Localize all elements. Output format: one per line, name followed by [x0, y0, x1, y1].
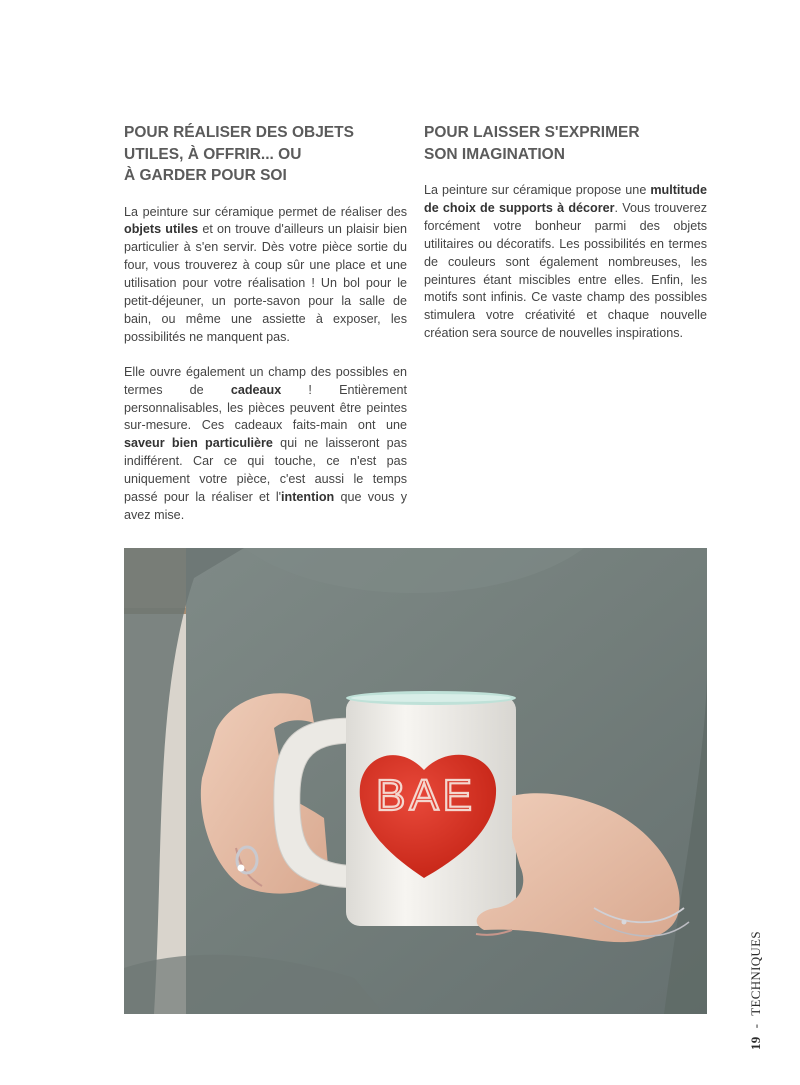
folio-separator: - — [748, 1023, 763, 1029]
text-run: La peinture sur céramique propose une — [424, 183, 651, 197]
left-heading — [124, 122, 407, 187]
left-paragraph-1 — [124, 204, 407, 347]
mug-illustration — [124, 548, 707, 1014]
bold-intention: intention — [281, 490, 335, 505]
page-number: 19 — [748, 1036, 763, 1050]
bold-cadeaux: cadeaux — [230, 382, 282, 397]
left-heading-line-3: À GARDER POUR SOI — [124, 167, 287, 184]
left-heading-line-2: UTILES, À OFFRIR... OU — [124, 145, 302, 163]
mug-text: BAE — [375, 771, 477, 820]
bold-multitude: multitude de choix de supports à décorer — [424, 183, 707, 215]
text-run: qui ne laisseront pas indifférent. Car ce qui touche, ce n'est pas uniquement votre pièce, c'est aussi le temps passé pour la réaliser et l' — [124, 436, 407, 505]
right-heading-line-2: SON IMAGINATION — [424, 145, 565, 163]
right-paragraph-1 — [424, 182, 707, 343]
text-run: et on trouve d'ailleurs un plaisir bien particulier à s'en servir. Dès votre pièce sortie du four, vous trouverez à coup sûr une place et une utilisation pour votre réalisation ! Un bol pour le petit-déjeuner, un porte-savon pour la salle de bain, ou même une assiette à exposer, les possibilités ne manquent pas. — [124, 222, 407, 344]
left-heading-line-1: POUR RÉALISER DES OBJETS — [124, 124, 354, 141]
right-heading-line-1: POUR LAISSER S'EXPRIMER — [424, 124, 640, 141]
bold-saveur: saveur bien particulière — [124, 436, 273, 451]
right-column — [424, 122, 707, 343]
section-name: TECHNIQUES — [748, 931, 763, 1016]
text-run: Elle ouvre également un champ des possibles en termes de — [124, 364, 407, 397]
right-heading — [424, 122, 707, 165]
text-run: La peinture sur céramique permet de réaliser des — [124, 204, 407, 219]
text-run: ! Entièrement personnalisables, les pièces peuvent être peintes sur-mesure. Ces cadeaux faits-main ont une — [124, 382, 407, 433]
bold-objets-utiles: objets utiles — [124, 222, 199, 237]
page-folio — [748, 830, 764, 1050]
text-run: . Vous trouverez forcément votre bonheur parmi des objets utilitaires ou décoratifs. Les possibilités en termes de couleurs sont également nombreuses, les peintures étant miscibles entre elles. Enfin, les motifs sont infinis. Ce vaste champ des possibles stimulera votre créativité et chaque nouvelle création sera source de nouvelles inspirations. — [424, 200, 707, 341]
left-paragraph-2 — [124, 364, 407, 525]
mug-photo — [124, 548, 707, 1014]
left-column — [124, 122, 407, 525]
text-run: que vous y avez mise. — [124, 490, 407, 522]
